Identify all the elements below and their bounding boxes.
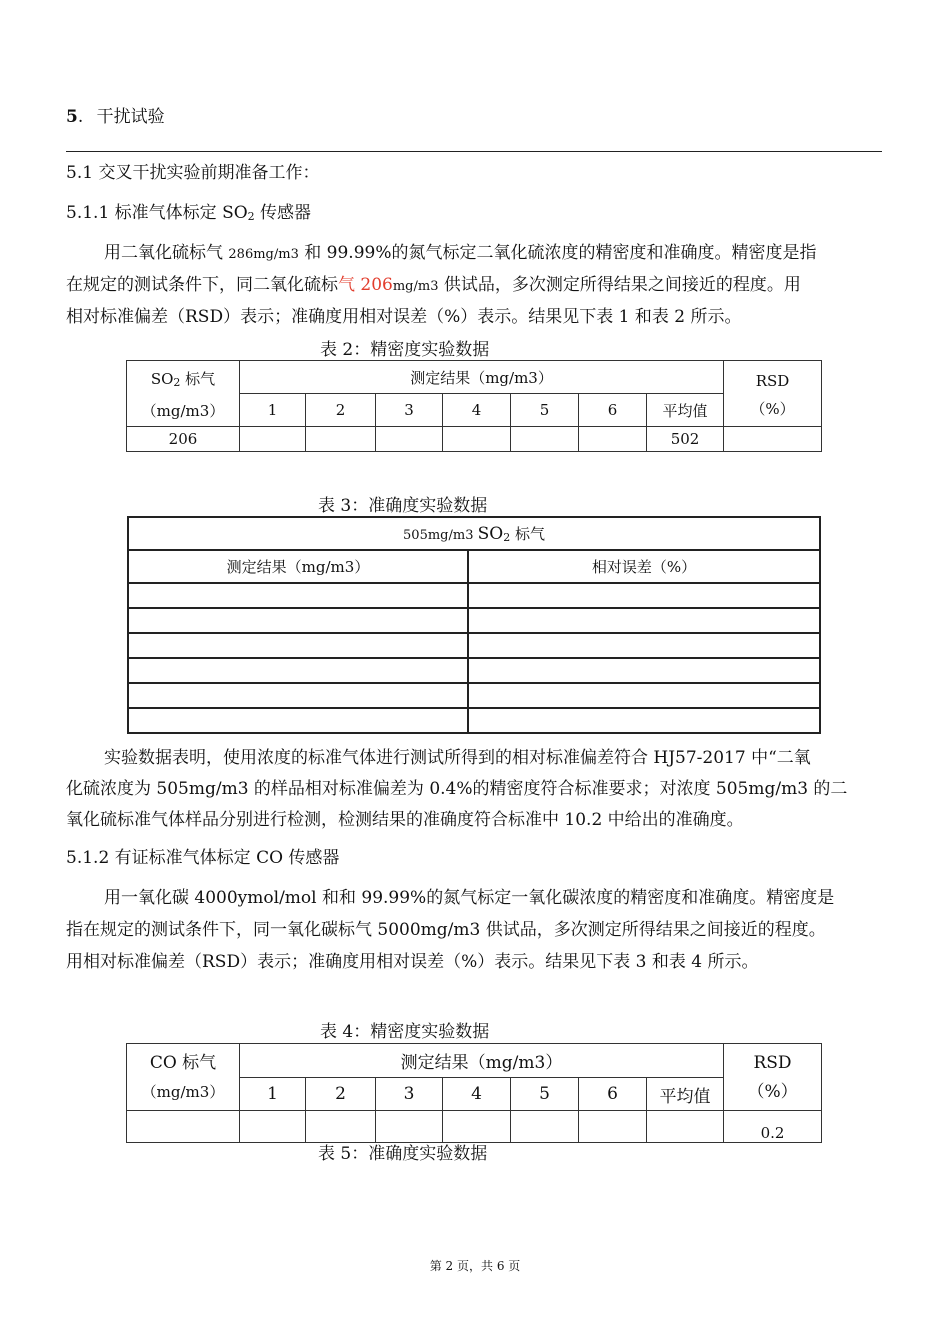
table-cell <box>511 427 579 452</box>
table-cell <box>127 1111 240 1143</box>
table-cell <box>468 658 820 683</box>
table-3-title: 505mg/m3 $SO_2$ 标气 <box>128 517 820 550</box>
table-cell <box>128 658 468 683</box>
table-cell <box>579 1111 647 1143</box>
table-4-caption: 表 4：精密度实验数据 <box>320 1022 490 1042</box>
table-cell <box>468 608 820 633</box>
table-cell <box>128 583 468 608</box>
table-2-col-4: 4 <box>443 394 511 427</box>
table-cell <box>128 608 468 633</box>
precision-table-4 <box>126 1043 822 1143</box>
paragraph-1-line-2: 在规定的测试条件下，同二氧化硫标气 206mg/m3 供试品，多次测定所得结果之间接近的程度。用 <box>66 275 801 295</box>
table-cell <box>306 427 376 452</box>
table-2-col-2: 2 <box>306 394 376 427</box>
table-2-col-5: 5 <box>511 394 579 427</box>
subsection-5-1-2: 5.1.2 有证标准气体标定 CO 传感器 <box>66 848 340 868</box>
table-row <box>128 583 820 608</box>
precision-table-2 <box>126 360 822 452</box>
table-3-caption: 表 3：准确度实验数据 <box>318 496 488 516</box>
table-4-rsd-header: RSD （%） <box>724 1044 822 1111</box>
table-cell <box>468 583 820 608</box>
table-cell <box>579 427 647 452</box>
subsection-5-1: 5.1 交叉干扰实验前期准备工作： <box>66 163 320 183</box>
table-2-std-header: $SO_2$ 标气 （mg/m3） <box>127 361 240 427</box>
table-2-rsd-header: RSD （%） <box>724 361 822 427</box>
paragraph-2-line-2: 化硫浓度为 505mg/m3 的样品相对标准偏差为 0.4%的精密度符合标准要求；对浓度 505mg/m3 的二 <box>66 779 848 799</box>
table-cell <box>376 1111 443 1143</box>
table-cell <box>468 683 820 708</box>
table-4-col-4: 4 <box>443 1078 511 1111</box>
table-cell <box>443 1111 511 1143</box>
table-cell <box>647 1111 724 1143</box>
table-cell <box>240 427 306 452</box>
table-4-results-header: 测定结果（mg/m3） <box>240 1044 724 1078</box>
table-cell <box>128 708 468 733</box>
table-cell <box>128 633 468 658</box>
table-4-col-avg: 平均值 <box>647 1078 724 1111</box>
table-2-col-6: 6 <box>579 394 647 427</box>
paragraph-2-line-1: 实验数据表明，使用浓度的标准气体进行测试所得到的相对标准偏差符合 HJ57-2017 中“二氧 <box>104 748 811 768</box>
paragraph-3-line-2: 指在规定的测试条件下，同一氧化碳标气 5000mg/m3 供试品，多次测定所得结果之间接近的程度。 <box>66 920 826 940</box>
page-footer: 第 2 页，共 6 页 <box>429 1259 521 1273</box>
table-cell <box>468 708 820 733</box>
table-cell <box>511 1111 579 1143</box>
table-2-results-header: 测定结果（mg/m3） <box>240 361 724 394</box>
table-row <box>128 683 820 708</box>
table-cell <box>376 427 443 452</box>
table-3-error-header: 相对误差（%） <box>468 550 820 583</box>
table-4-col-1: 1 <box>240 1078 306 1111</box>
table-row <box>128 708 820 733</box>
table-cell: 206 <box>127 427 240 452</box>
table-4-col-6: 6 <box>579 1078 647 1111</box>
subsection-5-1-1: 5.1.1 标准气体标定 $SO_2$ 传感器 <box>66 203 312 223</box>
table-cell: 0.2 <box>724 1111 822 1143</box>
table-4-col-2: 2 <box>306 1078 376 1111</box>
table-cell <box>128 683 468 708</box>
table-row <box>128 608 820 633</box>
table-row <box>127 427 822 452</box>
table-3-results-header: 测定结果（mg/m3） <box>128 550 468 583</box>
table-5-caption: 表 5：准确度实验数据 <box>318 1144 488 1164</box>
table-4-col-5: 5 <box>511 1078 579 1111</box>
table-2-col-3: 3 <box>376 394 443 427</box>
table-cell <box>443 427 511 452</box>
paragraph-2-line-3: 氧化硫标准气体样品分别进行检测，检测结果的准确度符合标准中 10.2 中给出的准确度。 <box>66 810 744 830</box>
table-cell <box>724 427 822 452</box>
table-2-caption: 表 2：精密度实验数据 <box>320 340 490 360</box>
table-cell <box>306 1111 376 1143</box>
table-4-std-header: CO 标气 （mg/m3） <box>127 1044 240 1111</box>
table-cell <box>240 1111 306 1143</box>
accuracy-table-3 <box>127 516 821 734</box>
table-row <box>127 1111 822 1143</box>
paragraph-1-line-3: 相对标准偏差（RSD）表示；准确度用相对误差（%）表示。结果见下表 1 和表 2 所示。 <box>66 307 742 327</box>
table-cell <box>468 633 820 658</box>
table-cell: 502 <box>647 427 724 452</box>
table-4-col-3: 3 <box>376 1078 443 1111</box>
section-heading: 5. 干扰试验 <box>66 107 165 127</box>
table-row <box>128 633 820 658</box>
paragraph-3-line-1: 用一氧化碳 4000ymol/mol 和和 99.99%的氮气标定一氧化碳浓度的精密度和准确度。精密度是 <box>104 888 835 908</box>
heading-rule <box>66 151 882 152</box>
table-2-col-avg: 平均值 <box>647 394 724 427</box>
paragraph-3-line-3: 用相对标准偏差（RSD）表示；准确度用相对误差（%）表示。结果见下表 3 和表 4 所示。 <box>66 952 759 972</box>
paragraph-1-line-1: 用二氧化硫标气 286mg/m3 和 99.99%的氮气标定二氧化硫浓度的精密度和准确度。精密度是指 <box>104 243 817 263</box>
table-row <box>128 658 820 683</box>
table-2-col-1: 1 <box>240 394 306 427</box>
